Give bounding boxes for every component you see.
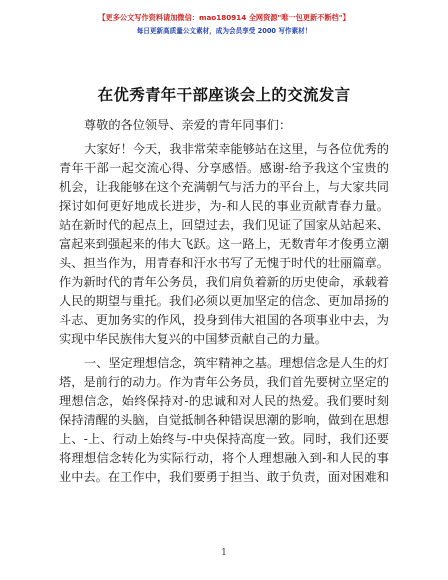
paragraph-line: 塔，是前行的动力。作为青年公务员，我们首先要树立坚定的 <box>59 375 389 389</box>
paragraph-line: 理想信念，始终保持对-的忠诚和对人民的热爱。我们要时刻 <box>59 394 389 408</box>
paragraph-line: 将理想信念转化为实际行动，将个人理想融入到-和人民的事 <box>59 451 389 465</box>
paragraph-line: 机会，让我能够在这个充满朝气与活力的平台上，与大家共同 <box>59 180 389 194</box>
paragraph-line: 作为新时代的青年公务员，我们肩负着新的历史使命，承载着 <box>59 275 389 289</box>
paragraph-line: 探讨如何更好地成长进步，为-和人民的事业贡献青春力量。 <box>59 199 389 213</box>
document-title: 在优秀青年干部座谈会上的交流发言 <box>97 85 351 104</box>
paragraph-line: 斗志、更加务实的作风，投身到伟大祖国的各项事业中去，为 <box>59 313 389 327</box>
paragraph-line: 头、担当作为，用青春和汗水书写了无愧于时代的壮丽篇章。 <box>59 256 389 270</box>
page-number: 1 <box>221 548 227 558</box>
paragraph-line: 保持清醒的头脑，自觉抵制各种错误思潮的影响，做到在思想 <box>59 413 389 427</box>
paragraph-line: 上、-上、行动上始终与-中央保持高度一致。同时，我们还要 <box>59 432 389 446</box>
promo-banner-line-1: 【更多公文写作资料请加微信：mao180914 全网资源"唯一包更新不断档"】 <box>98 13 350 22</box>
promo-banner-line-2: 每日更新高质量公文素材，成为会员享受 2000 写作素材！ <box>136 27 312 35</box>
paragraph-line: 站在新时代的起点上，回望过去，我们见证了国家从站起来、 <box>59 218 389 232</box>
paragraph-line: 人民的期望与重托。我们必须以更加坚定的信念、更加昂扬的 <box>59 294 389 308</box>
paragraph-line: 业中去。在工作中，我们要勇于担当、敢于负责，面对困难和 <box>59 470 389 484</box>
salutation: 尊敬的各位领导、亲爱的青年同事们： <box>84 118 292 132</box>
paragraph-line: 实现中华民族伟大复兴的中国梦贡献自己的力量。 <box>59 332 328 346</box>
paragraph-line: 青年干部一起交流心得、分享感悟。感谢-给予我这个宝贵的 <box>59 161 389 175</box>
paragraph-line: 大家好！今天，我非常荣幸能够站在这里，与各位优秀的 <box>84 142 389 156</box>
paragraph-line: 一、坚定理想信念，筑牢精神之基。理想信念是人生的灯 <box>84 356 389 370</box>
paragraph-line: 富起来到强起来的伟大飞跃。这一路上，无数青年才俊勇立潮 <box>59 237 389 251</box>
